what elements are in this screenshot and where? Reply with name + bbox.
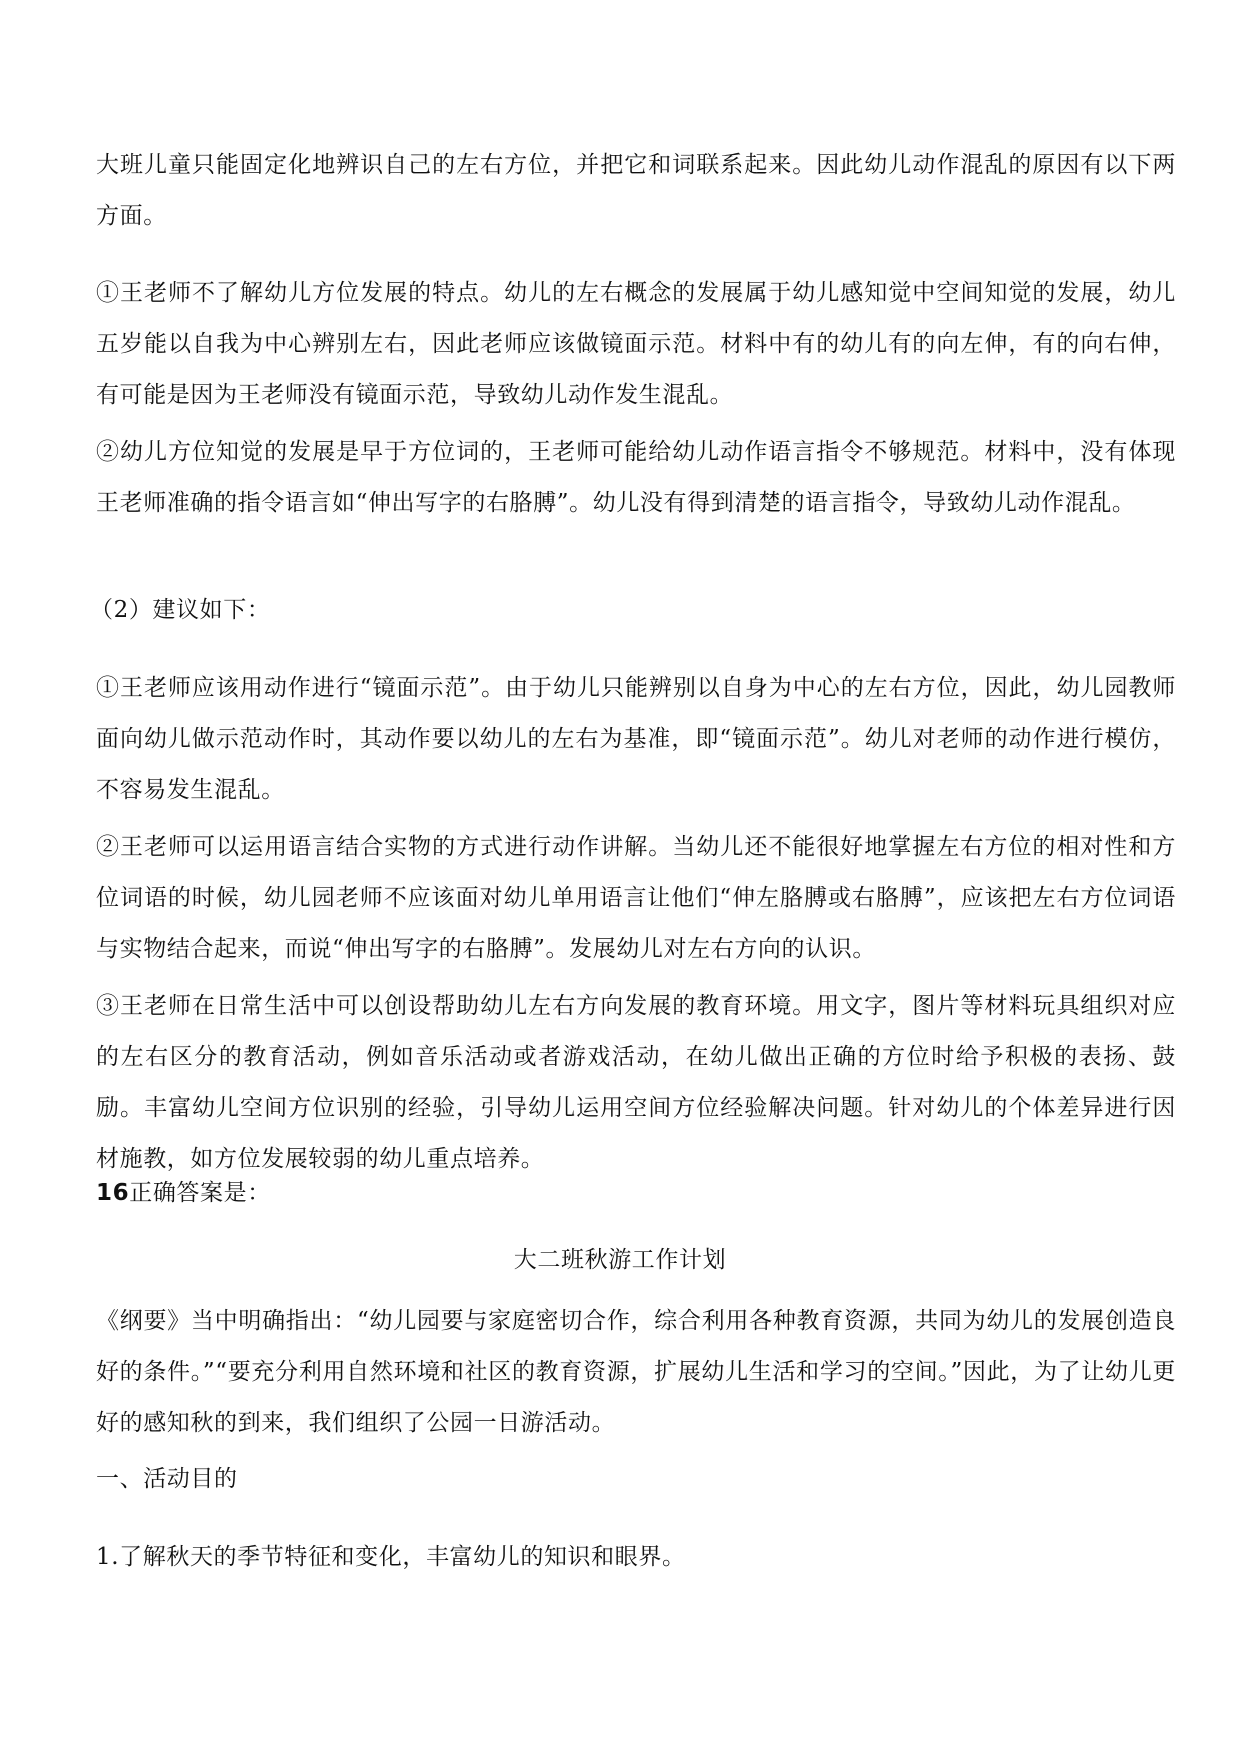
paragraph-suggestion-1: ①王老师应该用动作进行“镜面示范”。由于幼儿只能辨别以自身为中心的左右方位，因此，幼儿园教师面向幼儿做示范动作时，其动作要以幼儿的左右为基准，即“镜面示范”。幼儿对老师的动作进行模仿，不容易发生混乱。 — [96, 675, 1176, 803]
section-heading-purpose: 一、活动目的 — [96, 1466, 238, 1492]
paragraph-outline-quote: 《纲要》当中明确指出：“幼儿园要与家庭密切合作，综合利用各种教育资源，共同为幼儿的发展创造良好的条件。”“要充分利用自然环境和社区的教育资源，扩展幼儿生活和学习的空间。”因此，为了让幼儿更好的感知秋的到来，我们组织了公园一日游活动。 — [96, 1308, 1176, 1436]
answer-label — [96, 1176, 1176, 1210]
answer-number: 16 — [96, 1180, 130, 1206]
list-item-1: 1.了解秋天的季节特征和变化，丰富幼儿的知识和眼界。 — [96, 1544, 686, 1570]
paragraph-reason-2: ②幼儿方位知觉的发展是早于方位词的，王老师可能给幼儿动作语言指令不够规范。材料中，没有体现王老师准确的指令语言如“伸出写字的右胳膊”。幼儿没有得到清楚的语言指令，导致幼儿动作混乱。 — [96, 439, 1176, 516]
answer-text: 正确答案是： — [129, 1180, 271, 1206]
paragraph-suggestions-heading: （2）建议如下： — [90, 597, 271, 623]
paragraph-reason-1: ①王老师不了解幼儿方位发展的特点。幼儿的左右概念的发展属于幼儿感知觉中空间知觉的发展，幼儿五岁能以自我为中心辨别左右，因此老师应该做镜面示范。材料中有的幼儿有的向左伸，有的向右伸，有可能是因为王老师没有镜面示范，导致幼儿动作发生混乱。 — [96, 280, 1176, 408]
paragraph-suggestion-2: ②王老师可以运用语言结合实物的方式进行动作讲解。当幼儿还不能很好地掌握左右方位的相对性和方位词语的时候，幼儿园老师不应该面对幼儿单用语言让他们“伸左胳膊或右胳膊”，应该把左右方位词语与实物结合起来，而说“伸出写字的右胳膊”。发展幼儿对左右方向的认识。 — [96, 834, 1176, 962]
plan-title: 大二班秋游工作计划 — [513, 1247, 727, 1273]
paragraph-suggestion-3: ③王老师在日常生活中可以创设帮助幼儿左右方向发展的教育环境。用文字，图片等材料玩具组织对应的左右区分的教育活动，例如音乐活动或者游戏活动，在幼儿做出正确的方位时给予积极的表扬、鼓励。丰富幼儿空间方位识别的经验，引导幼儿运用空间方位经验解决问题。针对幼儿的个体差异进行因材施教，如方位发展较弱的幼儿重点培养。 — [96, 993, 1176, 1172]
paragraph-intro: 大班儿童只能固定化地辨识自己的左右方位，并把它和词联系起来。因此幼儿动作混乱的原因有以下两方面。 — [96, 152, 1176, 229]
